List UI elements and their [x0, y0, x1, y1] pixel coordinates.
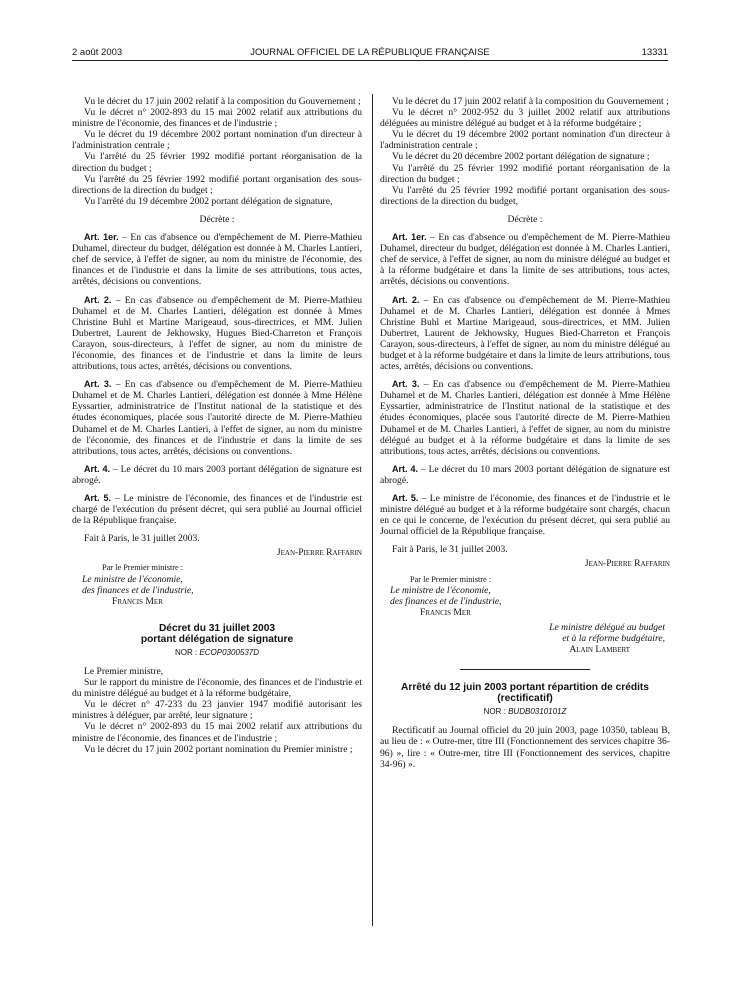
minister-name: Francis Mer: [420, 606, 471, 618]
visa: Vu l'arrêté du 25 février 1992 modifié portant organisation des sous-directions de la direction du budget,: [380, 184, 670, 207]
article-text: – En cas d'absence ou d'empêchement de M. Pierre-Mathieu Duhamel et de M. Charles Lantieri, délégation est donnée à Mmes Christine Buhl et Martine Marigeaud, sous-directrices, et MM. Julien Dubertret, Laurent de Jekhowsky, Hugues Bied-Charreton et François Carayon, sous-directeurs, à l'effet de signer, au nom du ministre de l'économie, des finances et de l'industrie et dans la limite de leurs attributions, tous actes, arrêtés, décisions ou conventions.: [72, 294, 363, 373]
arrete-body: Rectificatif au Journal officiel du 20 juin 2003, page 10350, tableau B, au lieu de : « Outre-mer, titre III (Fonctionnement des services chapitre 36-96) », lire : « Outre-mer, titre III (Fonctionnement des services, chapitre 34-96) ».: [380, 725, 670, 770]
visa: Vu le décret du 19 décembre 2002 portant nomination d'un directeur à l'administration centrale ;: [72, 129, 362, 152]
article-text: – Le ministre de l'économie, des finances et de l'industrie est chargé de l'exécution du présent décret, qui sera publié au Journal officiel de la République française.: [72, 493, 362, 527]
fait-a-paris: Fait à Paris, le 31 juillet 2003.: [392, 544, 508, 556]
decrete-heading: Décrète :: [199, 213, 235, 225]
right-column: [380, 96, 670, 770]
visa: Vu l'arrêté du 25 février 1992 modifié portant réorganisation de la direction du budget ;: [380, 162, 670, 185]
visa: Vu l'arrêté du 25 février 1992 modifié portant organisation des sous-directions de la direction du budget ;: [72, 173, 362, 196]
visa: Vu le décret du 17 juin 2002 relatif à la composition du Gouvernement ;: [84, 96, 361, 107]
decree-body: Vu le décret du 17 juin 2002 portant nomination du Premier ministre ;: [84, 743, 353, 755]
prime-minister-signature: Jean-Pierre Raffarin: [584, 558, 670, 570]
article-text: – En cas d'absence ou d'empêchement de M. Pierre-Mathieu Duhamel et de M. Charles Lantieri, délégation est donnée à Mmes Christine Buhl et Martine Marigeaud, sous-directrices, et MM. Julien Dubertret, Laurent de Jekhowsky, Hugues Bied-Charreton et François Carayon, sous-directeurs, à l'effet de signer, au nom du ministre délégué au budget et à la réforme budgétaire et dans la limite de leurs attributions, tous actes, arrêtés, décisions ou conventions.: [380, 294, 671, 373]
page-number: 13331: [641, 47, 668, 58]
article-3: [72, 379, 362, 457]
minister-name: Francis Mer: [112, 595, 163, 607]
decree-body: Sur le rapport du ministre de l'économie, des finances et de l'industrie et du ministre délégué au budget et à la réforme budgétaire,: [72, 677, 362, 700]
article-text: – En cas d'absence ou d'empêchement de M. Pierre-Mathieu Duhamel, directeur du budget, délégation est donnée à M. Charles Lantieri, chef de service, à l'effet de signer, au nom du ministre délégué au budget et à la réforme budgétaire et dans la limite de ses attributions, tous actes, arrêtés, décisions ou conventions.: [380, 232, 670, 288]
article-label: Art. 3.: [84, 379, 112, 390]
visa: Vu le décret du 20 décembre 2002 portant délégation de signature ;: [392, 151, 650, 163]
article-5: [380, 493, 670, 537]
visa: Vu le décret n° 2002-952 du 3 juillet 2002 relatif aux attributions déléguées au ministre délégué au budget et à la réforme budgétaire ;: [380, 107, 670, 130]
article-text: – En cas d'absence ou d'empêchement de M. Pierre-Mathieu Duhamel, directeur du budget, délégation est donnée à M. Charles Lantieri, chef de service, à l'effet de signer, au nom du ministre de l'économie, des finances et de l'industrie et dans la limite de ses attributions, tous actes, arrêtés, décisions ou conventions.: [72, 232, 362, 288]
minister-delegate-name: Alain Lambert: [569, 644, 630, 656]
article-label: Art. 5.: [392, 493, 419, 503]
page-header: [72, 46, 668, 61]
arrete-title: Arrêté du 12 juin 2003 portant répartition de crédits: [401, 682, 649, 694]
par-le-premier-ministre: Par le Premier ministre :: [410, 574, 492, 584]
article-text: – En cas d'absence ou d'empêchement de M. Pierre-Mathieu Duhamel et de M. Charles Lantieri, délégation est donnée à Mme Hélène Eyssartier, administratrice de l'Institut national de la statistique et des études économiques, placée sous l'autorité directe de M. Pierre-Mathieu Duhamel et de M. Charles Lantieri, à l'effet de signer, au nom du ministre délégué au budget et à la réforme budgétaire et dans la limite de ses attributions, tous actes, arrêtés, décisions ou conventions.: [380, 379, 671, 457]
minister-delegate-title: Le ministre délégué au budget: [549, 621, 665, 633]
minister-delegate-title: et à la réforme budgétaire,: [562, 633, 665, 645]
article-label: Art. 5.: [84, 493, 111, 503]
article-text: – Le ministre de l'économie, des finances et de l'industrie et le ministre délégué au budget et à la réforme budgétaire sont chargés, chacun en ce qui le concerne, de l'exécution du présent décret, qui sera publié au Journal officiel de la République française.: [380, 493, 670, 538]
article-4: [72, 464, 362, 486]
article-label: Art. 1er.: [84, 232, 119, 243]
decree-body: Le Premier ministre,: [84, 665, 164, 677]
minister-title: des finances et de l'industrie,: [390, 595, 502, 607]
prime-minister-signature: Jean-Pierre Raffarin: [276, 547, 362, 559]
article-label: Art. 2.: [84, 294, 112, 305]
left-column: [72, 96, 362, 755]
par-le-premier-ministre: Par le Premier ministre :: [102, 563, 184, 573]
decree-title: Décret du 31 juillet 2003: [158, 622, 276, 634]
visa: Vu l'arrêté du 19 décembre 2002 portant délégation de signature,: [84, 195, 333, 207]
article-text: – En cas d'absence ou d'empêchement de M. Pierre-Mathieu Duhamel et de M. Charles Lantieri, délégation est donnée à Mme Hélène Eyssartier, administratrice de l'Institut national de la statistique et des études économiques, placée sous l'autorité directe de M. Pierre-Mathieu Duhamel et de M. Charles Lantieri, à l'effet de signer, au nom du ministre de l'économie, des finances et de l'industrie et dans la limite de ses attributions, tous actes, arrêtés, décisions ou conventions.: [72, 379, 363, 457]
minister-title: Le ministre de l'économie,: [82, 573, 183, 585]
article-label: Art. 2.: [392, 294, 420, 305]
header-date: 2 août 2003: [72, 47, 123, 58]
visa: Vu l'arrêté du 25 février 1992 modifié portant réorganisation de la direction du budget ;: [72, 151, 362, 174]
article-label: Art. 4.: [84, 463, 110, 474]
article-4: [380, 464, 670, 486]
fait-a-paris: Fait à Paris, le 31 juillet 2003.: [84, 533, 200, 545]
article-text: – Le décret du 10 mars 2003 portant délégation de signature est abrogé.: [72, 463, 362, 486]
decree-title: portant délégation de signature: [140, 633, 294, 645]
visa: Vu le décret n° 2002-893 du 15 mai 2002 relatif aux attributions du ministre de l'économie, des finances et de l'industrie ;: [72, 107, 362, 130]
nor-reference: NOR : BUDB0310101Z: [483, 707, 567, 717]
article-label: Art. 4.: [392, 463, 418, 474]
journal-title: JOURNAL OFFICIEL DE LA RÉPUBLIQUE FRANÇAISE: [250, 47, 490, 58]
decree-body: Vu le décret n° 2002-893 du 15 mai 2002 relatif aux attributions du ministre de l'économie, des finances et de l'industrie ;: [72, 721, 362, 744]
column-divider: [372, 94, 373, 926]
article-1: [380, 232, 670, 287]
article-3: [380, 379, 670, 457]
article-label: Art. 3.: [392, 379, 420, 390]
decrete-heading: Décrète :: [507, 213, 543, 225]
section-separator: [460, 669, 590, 670]
article-1: [72, 232, 362, 287]
visa: Vu le décret du 17 juin 2002 relatif à la composition du Gouvernement ;: [392, 96, 669, 107]
article-text: – Le décret du 10 mars 2003 portant délégation de signature est abrogé.: [380, 463, 670, 486]
article-2: [72, 295, 362, 373]
nor-reference: NOR : ECOP0300537D: [174, 647, 260, 657]
visa: Vu le décret du 19 décembre 2002 portant nomination d'un directeur à l'administration centrale ;: [380, 129, 670, 152]
minister-title: Le ministre de l'économie,: [390, 584, 491, 596]
article-5: [72, 493, 362, 526]
minister-title: des finances et de l'industrie,: [82, 584, 194, 596]
article-label: Art. 1er.: [392, 232, 427, 243]
arrete-title: (rectificatif): [497, 693, 553, 705]
decree-body: Vu le décret n° 47-233 du 23 janvier 1947 modifié autorisant les ministres à déléguer, par arrêté, leur signature ;: [72, 699, 362, 722]
article-2: [380, 295, 670, 373]
